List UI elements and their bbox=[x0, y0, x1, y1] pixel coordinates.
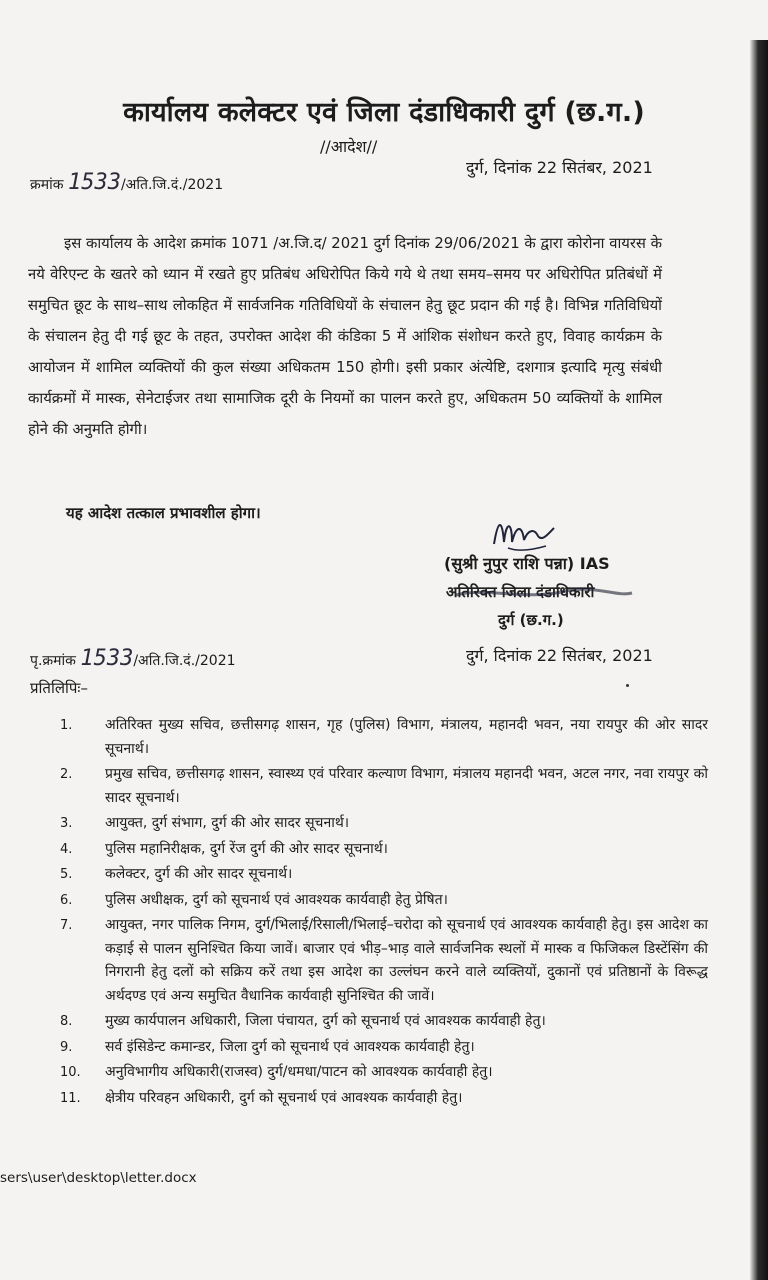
list-item-number: 9. bbox=[60, 1039, 73, 1055]
signatory-place: दुर्ग (छ.ग.) bbox=[498, 611, 564, 629]
list-item bbox=[60, 1036, 708, 1060]
list-item bbox=[60, 838, 708, 862]
distribution-list bbox=[60, 714, 708, 1112]
order-ref-line bbox=[30, 170, 223, 195]
copy-ref-line bbox=[30, 646, 236, 671]
list-item-number: 3. bbox=[60, 816, 73, 831]
list-item-number: 11. bbox=[60, 1090, 81, 1106]
list-item-number: 2. bbox=[60, 767, 73, 782]
list-item bbox=[60, 812, 708, 836]
list-item-text: कलेक्टर, दुर्ग की ओर सादर सूचनार्थ। bbox=[105, 866, 293, 882]
list-item-text: पुलिस अधीक्षक, दुर्ग को सूचनार्थ एवं आवश्यक कार्यवाही हेतु प्रेषित। bbox=[105, 891, 448, 908]
order-place-date: दुर्ग, दिनांक 22 सितंबर, 2021 bbox=[466, 158, 653, 177]
list-item-number: 8. bbox=[60, 1014, 73, 1029]
list-item-number: 10. bbox=[60, 1065, 81, 1080]
signatory-designation: अतिरिक्त जिला दंडाधिकारी bbox=[446, 583, 595, 601]
stamp-overprint bbox=[446, 583, 636, 605]
list-item-text: आयुक्त, नगर पालिक निगम, दुर्ग/भिलाई/रिसाली/भिलाई–चरोदा को सूचनार्थ एवं आवश्यक कार्यवाही हेतु। इस आदेश का कड़ाई से पालन सुनिश्चित किया जावें। बाजार एवं भीड़–भाड़ वाले सार्वजनिक स्थलों में मास्क व फिजिकल डिस्टेंसिंग की निगरानी हेतु दलों को सक्रिय करें तथा इस आदेश का उल्लंघन करने वाले व्यक्तियों, दुकानों एवं प्रतिष्ठानों के विरूद्ध अर्थदण्ड एवं अन्य समुचित वैधानिक कार्यवाही सुनिश्चित की जावें। bbox=[105, 917, 708, 1004]
copy-ref-suffix: /अति.जि.दं./2021 bbox=[133, 653, 236, 669]
list-item-text: क्षेत्रीय परिवहन अधिकारी, दुर्ग को सूचनार्थ एवं आवश्यक कार्यवाही हेतु। bbox=[105, 1089, 463, 1106]
list-item bbox=[60, 714, 708, 761]
list-item bbox=[60, 1061, 708, 1085]
copy-place-date: दुर्ग, दिनांक 22 सितंबर, 2021 bbox=[466, 646, 653, 665]
list-item-text: पुलिस महानिरीक्षक, दुर्ग रेंज दुर्ग की ओर सादर सूचनार्थ। bbox=[105, 840, 388, 857]
list-item-number: 4. bbox=[60, 841, 73, 857]
copy-label: प्रतिलिपिः– bbox=[30, 679, 88, 697]
file-path-footer: sers\user\desktop\letter.docx bbox=[0, 1170, 197, 1186]
list-item bbox=[60, 889, 708, 913]
copy-ref-number: 1533 bbox=[80, 646, 134, 671]
order-paragraph bbox=[28, 228, 662, 445]
list-item-text: अनुविभागीय अधिकारी(राजस्व) दुर्ग/धमधा/पाटन को आवश्यक कार्यवाही हेतु। bbox=[105, 1064, 493, 1080]
list-item-text: प्रमुख सचिव, छत्तीसगढ़ शासन, स्वास्थ्य एवं परिवार कल्याण विभाग, मंत्रालय महानदी भवन, अटल नगर, नवा रायपुर को सादर सूचनार्थ। bbox=[105, 766, 708, 806]
list-item-text: आयुक्त, दुर्ग संभाग, दुर्ग की ओर सादर सूचनार्थ। bbox=[105, 815, 350, 831]
list-item-text: अतिरिक्त मुख्य सचिव, छत्तीसगढ़ शासन, गृह (पुलिस) विभाग, मंत्रालय, महानदी भवन, नया रायपुर की ओर सादर सूचनार्थ। bbox=[105, 717, 708, 757]
list-item bbox=[60, 863, 708, 887]
list-item bbox=[60, 1010, 708, 1034]
list-item-number: 6. bbox=[60, 892, 73, 908]
order-ref-suffix: /अति.जि.दं./2021 bbox=[120, 177, 224, 193]
list-item-number: 7. bbox=[60, 918, 73, 933]
list-item-text: सर्व इंसिडेन्ट कमान्डर, जिला दुर्ग को सूचनार्थ एवं आवश्यक कार्यवाही हेतु। bbox=[105, 1038, 475, 1055]
office-title: कार्यालय कलेक्टर एवं जिला दंडाधिकारी दुर्ग (छ.ग.) bbox=[123, 97, 645, 128]
signatory-name: (सुश्री नुपुर राशि पन्ना) IAS bbox=[444, 554, 610, 573]
copy-ref-prefix: पृ.क्रमांक bbox=[30, 653, 76, 669]
list-item bbox=[60, 914, 708, 1008]
list-item-number: 5. bbox=[60, 867, 73, 882]
order-ref-prefix: क्रमांक bbox=[30, 177, 64, 193]
list-item-number: 1. bbox=[60, 718, 73, 733]
list-item bbox=[60, 763, 708, 810]
list-item bbox=[60, 1087, 708, 1111]
order-label: //आदेश// bbox=[320, 137, 378, 156]
page-edge-shadow bbox=[750, 40, 768, 1280]
effective-immediately-text: यह आदेश तत्काल प्रभावशील होगा। bbox=[66, 504, 261, 522]
order-ref-number: 1533 bbox=[67, 170, 121, 195]
ink-dot bbox=[626, 684, 629, 687]
list-item-text: मुख्य कार्यपालन अधिकारी, जिला पंचायत, दुर्ग को सूचनार्थ एवं आवश्यक कार्यवाही हेतु। bbox=[105, 1013, 546, 1029]
order-paragraph-text: इस कार्यालय के आदेश क्रमांक 1071 /अ.जि.द/ 2021 दुर्ग दिनांक 29/06/2021 के द्वारा कोरोना वायरस के नये वेरिएन्ट के खतरे को ध्यान में रखते हुए प्रतिबंध अधिरोपित किये गये थे तथा समय–समय पर अधिरोपित प्रतिबंधों में समुचित छूट के साथ–साथ लोकहित में सार्वजनिक गतिविधियों के संचालन हेतु छूट प्रदान की गई है। विभिन्न गतिविधियों के संचालन हेतु दी गई छूट के तहत, उपरोक्त आदेश की कंडिका 5 में आंशिक संशोधन करते हुए, विवाह कार्यक्रम के आयोजन में शामिल व्यक्तियों की कुल संख्या अधिकतम 150 होगी। इसी प्रकार अंत्येष्टि, दशगात्र इत्यादि मृत्यु संबंधी कार्यक्रमों में मास्क, सेनेटाईजर तथा सामाजिक दूरी के नियमों का पालन करते हुए, अधिकतम 50 व्यक्तियों के शामिल होने की अनुमति होगी। bbox=[28, 235, 662, 438]
